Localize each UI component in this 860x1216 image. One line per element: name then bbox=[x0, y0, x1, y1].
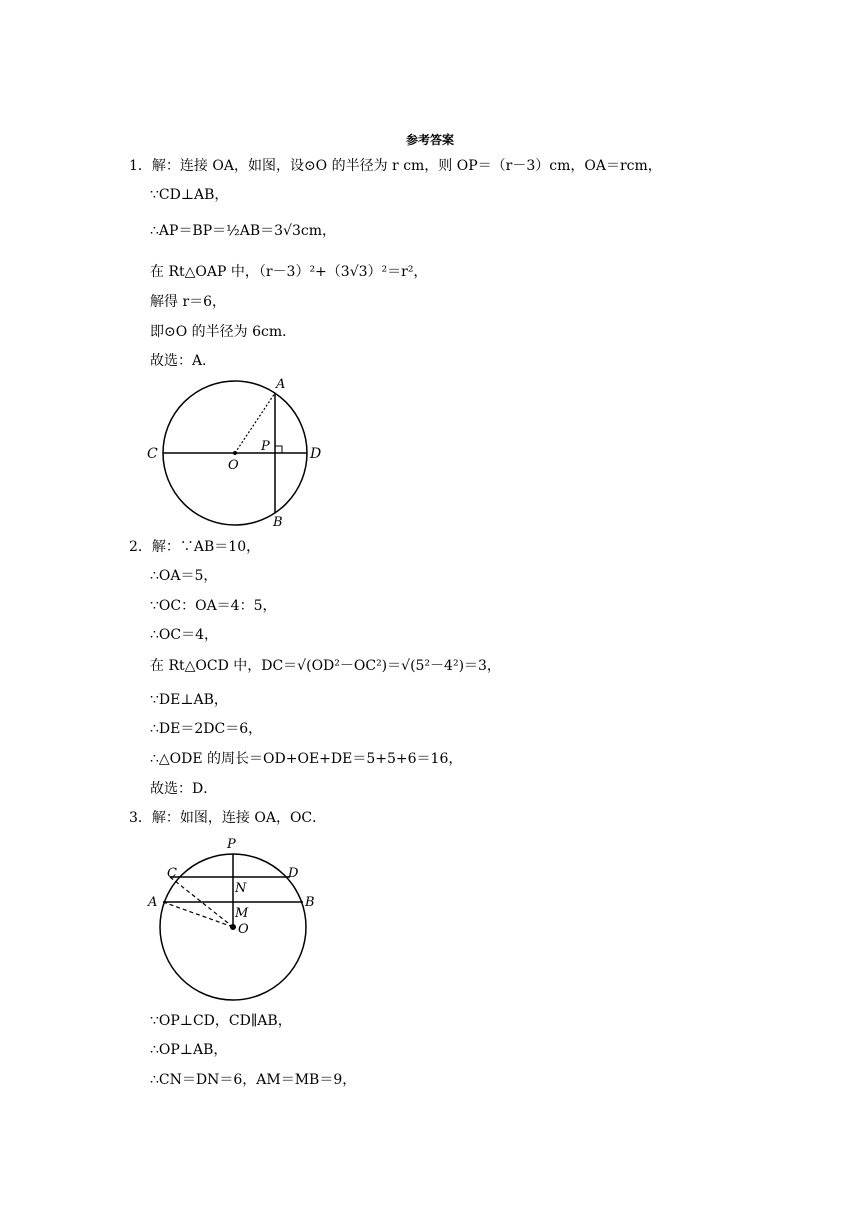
q2-line-3: ∵OC：OA＝4：5， bbox=[150, 598, 277, 614]
q2-line-2: ∴OA＝5， bbox=[150, 568, 218, 584]
q2-line-8: ∴△ODE 的周长＝OD+OE+DE＝5+5+6＝16， bbox=[150, 751, 463, 767]
q1-right-angle-mark bbox=[275, 446, 282, 453]
q3-line-1: 3．解：如图，连接 OA，OC． bbox=[129, 810, 327, 826]
q3-line-3: ∴OP⊥AB， bbox=[150, 1042, 228, 1058]
q3-line-2: ∵OP⊥CD，CD∥AB， bbox=[150, 1013, 292, 1029]
q3-label-n: N bbox=[235, 881, 247, 896]
q3-label-o: O bbox=[238, 922, 249, 937]
q1-label-c: C bbox=[147, 446, 158, 462]
q1-line-5: 解得 r＝6， bbox=[150, 294, 227, 310]
q1-center-dot bbox=[233, 451, 237, 455]
q2-line-7: ∴DE＝2DC＝6， bbox=[150, 721, 263, 737]
q1-label-o: O bbox=[228, 458, 239, 473]
q3-line-4: ∴CN＝DN＝6，AM＝MB＝9， bbox=[150, 1072, 357, 1088]
q3-label-b: B bbox=[305, 895, 315, 910]
q2-line-9: 故选：D． bbox=[150, 781, 218, 797]
page-title: 参考答案 bbox=[405, 133, 454, 147]
q1-label-a: A bbox=[276, 377, 286, 392]
q1-line-7: 故选：A． bbox=[150, 353, 217, 369]
q3-label-p: P bbox=[227, 837, 236, 852]
q1-line-1: 1．解：连接 OA，如图，设⊙O 的半径为 r cm，则 OP＝（r－3）cm，OA＝rcm， bbox=[129, 158, 662, 174]
q1-line-2: ∵CD⊥AB， bbox=[150, 187, 229, 203]
q3-center-dot bbox=[230, 924, 236, 930]
q3-label-m: M bbox=[235, 906, 249, 921]
q3-label-a: A bbox=[148, 895, 158, 910]
q2-line-5: 在 Rt△OCD 中，DC＝√(OD²－OC²)＝√(5²－4²)＝3， bbox=[150, 658, 501, 674]
q3-label-d: D bbox=[288, 866, 299, 881]
q3-circle-figure bbox=[140, 832, 330, 1007]
q1-circle-figure bbox=[140, 372, 340, 532]
q3-label-c: C bbox=[167, 866, 177, 881]
q1-label-d: D bbox=[310, 446, 322, 462]
q2-line-1: 2．解：∵AB＝10， bbox=[129, 539, 261, 555]
q1-label-b: B bbox=[273, 515, 283, 530]
q3-radius-oa bbox=[163, 902, 233, 927]
q1-line-6: 即⊙O 的半径为 6cm． bbox=[150, 324, 297, 340]
q2-line-4: ∴OC＝4， bbox=[150, 627, 219, 643]
q1-line-3: ∴AP＝BP＝½AB＝3√3cm， bbox=[150, 223, 336, 239]
q1-line-4: 在 Rt△OAP 中，（r－3）²+（3√3）²＝r²， bbox=[150, 264, 428, 280]
q2-line-6: ∵DE⊥AB， bbox=[150, 692, 228, 708]
q1-label-p: P bbox=[261, 439, 270, 454]
